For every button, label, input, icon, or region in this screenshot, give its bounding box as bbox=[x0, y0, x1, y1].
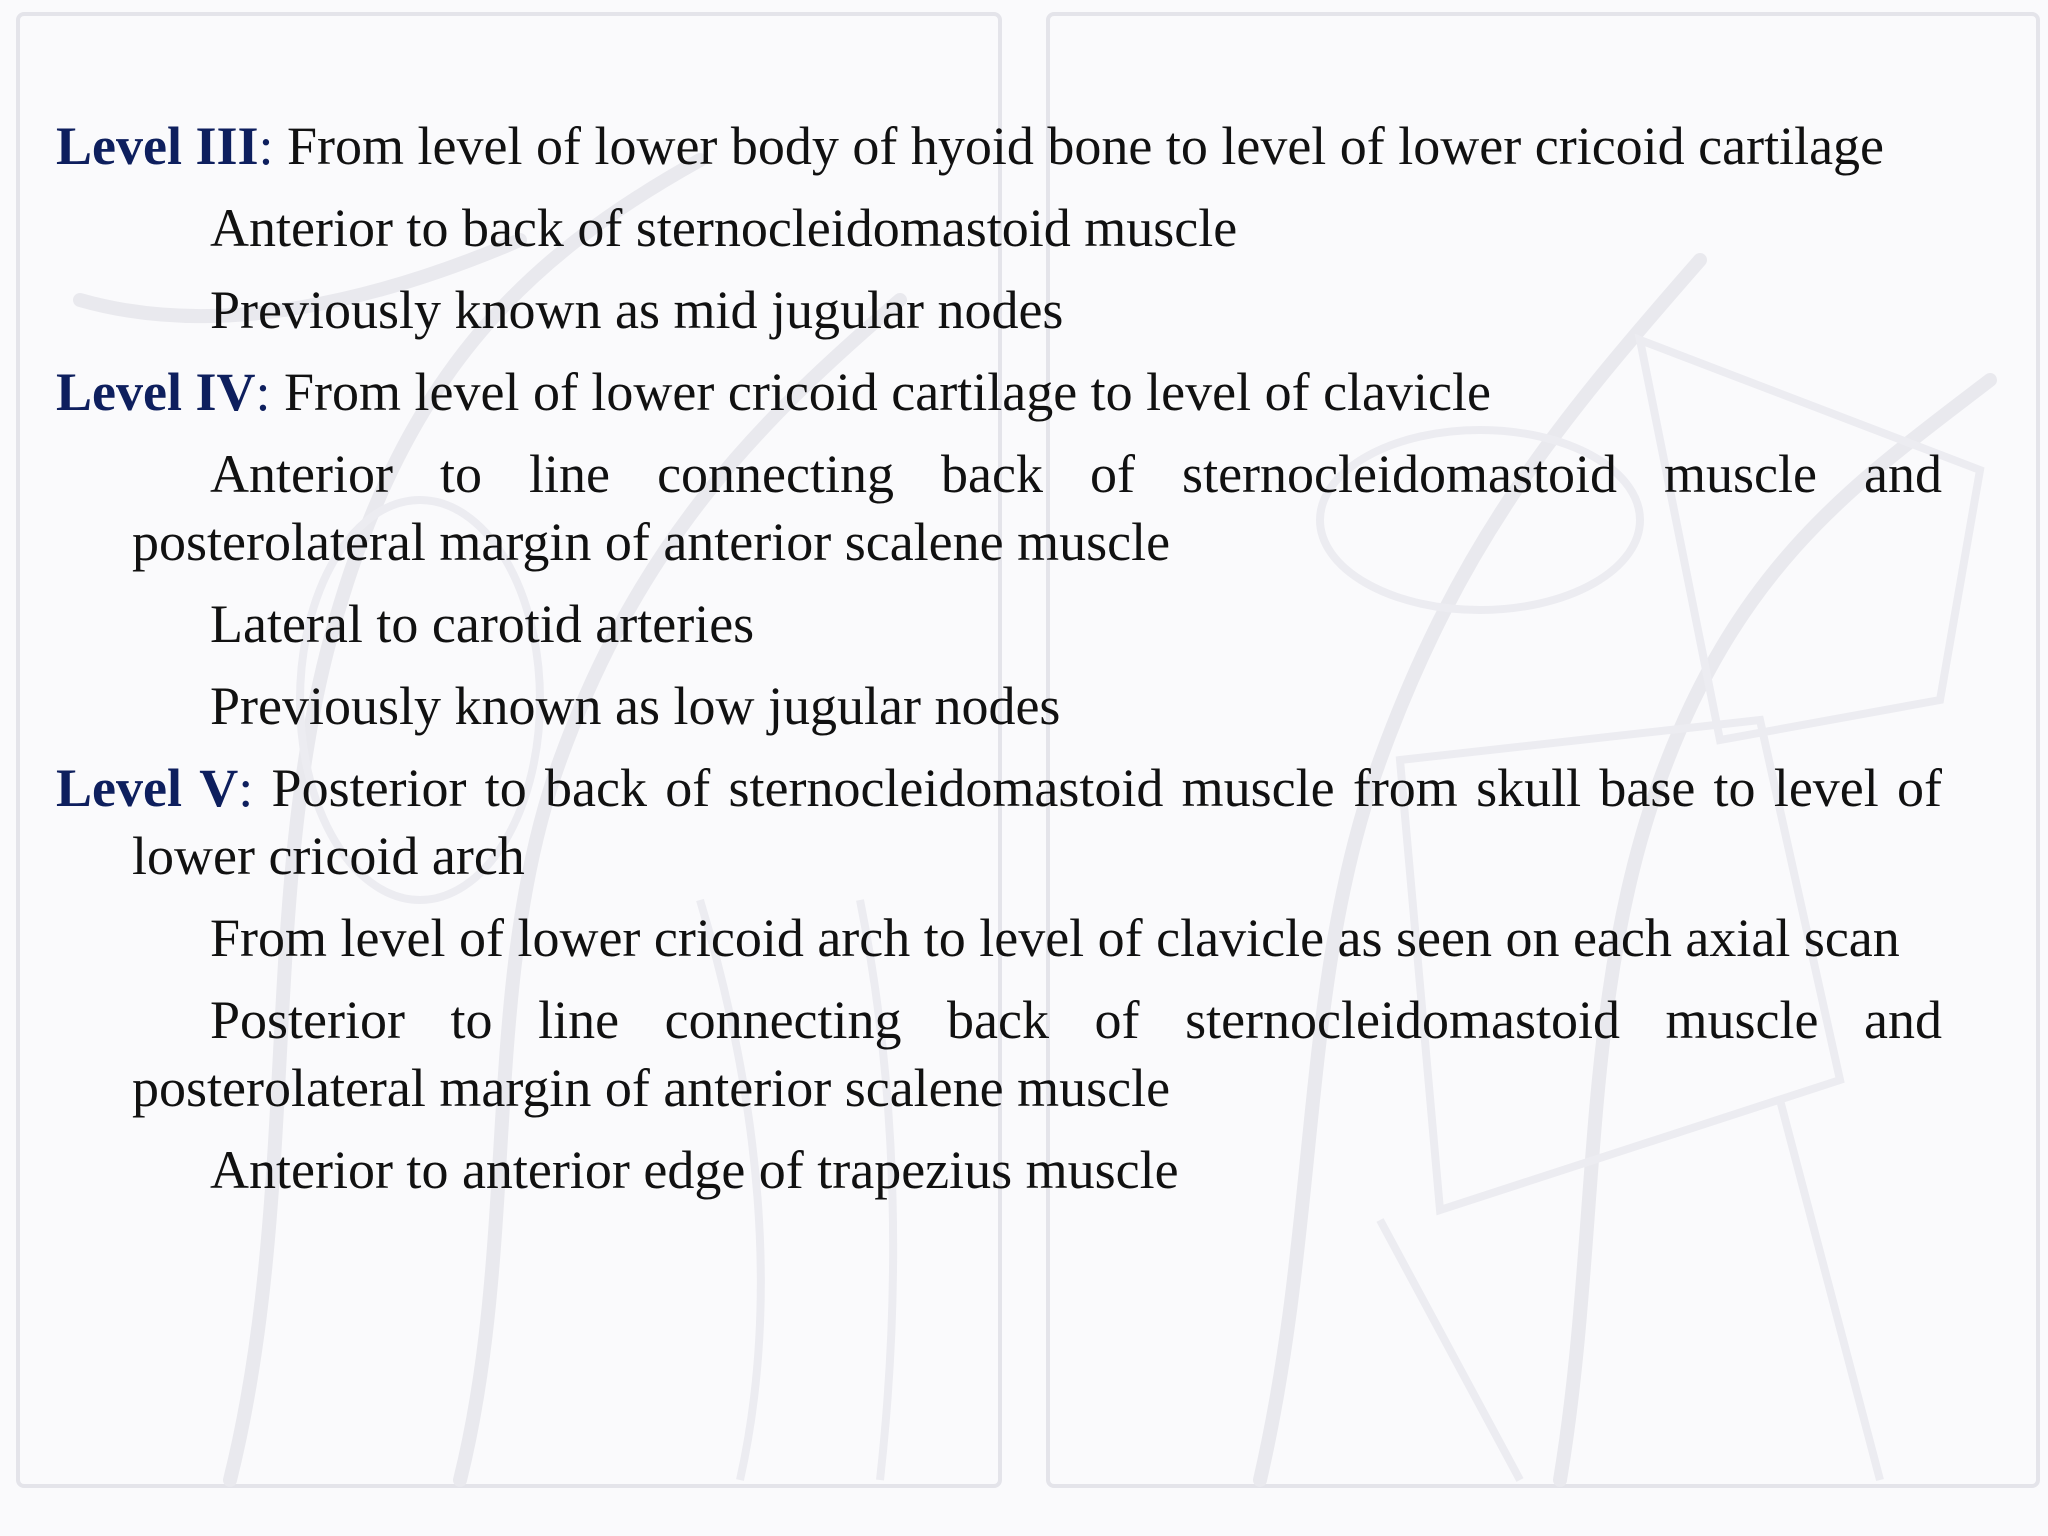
level-v-text: Posterior to back of sternocleidomastoid muscle from skull base to level of lower cricoid arch bbox=[132, 758, 1943, 886]
level-v-paragraph: Level V: Posterior to back of sternocleidomastoid muscle from skull base to level of lower cricoid arch bbox=[56, 758, 1943, 886]
level-iv-sub-1: Anterior to line connecting back of sternocleidomastoid muscle and posterolateral margin of anterior scalene muscle bbox=[132, 444, 1942, 572]
level-iii-paragraph: Level III: From level of lower body of hyoid bone to level of lower cricoid cartilage bbox=[56, 116, 1885, 176]
slide-content bbox=[56, 112, 1942, 1218]
level-iii-sub-2: Previously known as mid jugular nodes bbox=[210, 280, 1064, 340]
level-iv-paragraph: Level IV: From level of lower cricoid cartilage to level of clavicle bbox=[56, 362, 1491, 422]
level-v-sub-1: From level of lower cricoid arch to level of clavicle as seen on each axial scan bbox=[210, 908, 1900, 968]
level-v-sub-3: Anterior to anterior edge of trapezius muscle bbox=[210, 1140, 1179, 1200]
level-v-label: Level V bbox=[56, 758, 239, 818]
level-iv-text: From level of lower cricoid cartilage to level of clavicle bbox=[283, 362, 1491, 422]
level-iii-text: From level of lower body of hyoid bone to level of lower cricoid cartilage bbox=[287, 116, 1885, 176]
level-v-sub-2: Posterior to line connecting back of sternocleidomastoid muscle and posterolateral margin of anterior scalene muscle bbox=[132, 990, 1942, 1118]
level-iv-sub-3: Previously known as low jugular nodes bbox=[210, 676, 1061, 736]
level-iv-label: Level IV bbox=[56, 362, 256, 422]
level-iii-label: Level III bbox=[56, 116, 259, 176]
level-iii-sub-1: Anterior to back of sternocleidomastoid muscle bbox=[210, 198, 1238, 258]
level-iv-sub-2: Lateral to carotid arteries bbox=[210, 594, 755, 654]
